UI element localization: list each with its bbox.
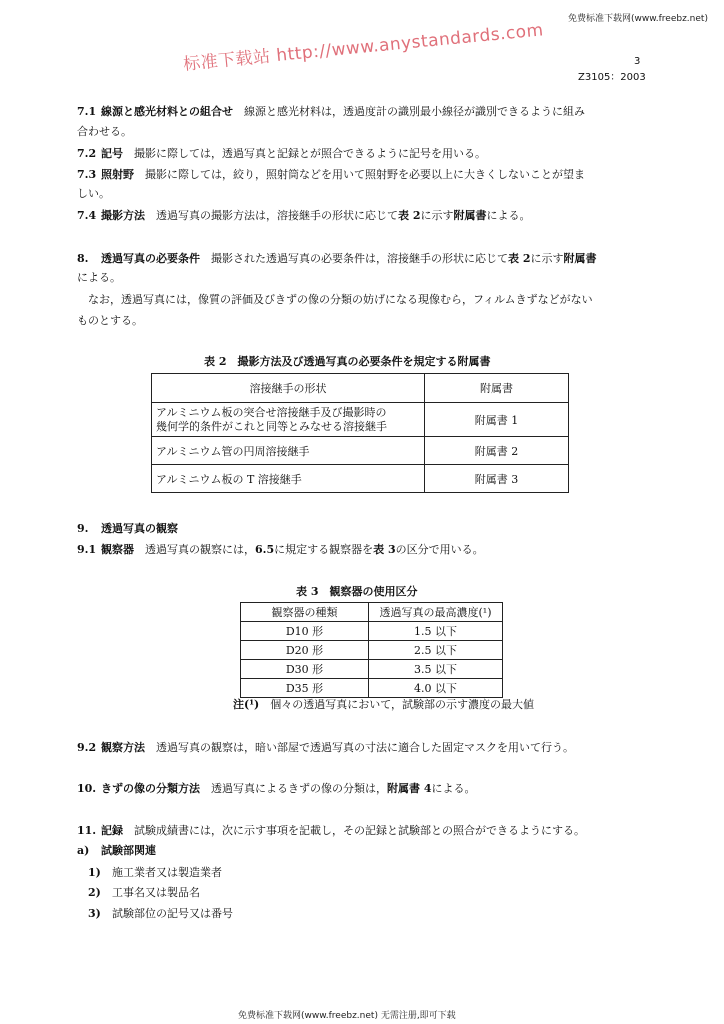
section-9-1 [77,542,484,557]
table-cell: 2.5 以下 [369,641,503,660]
section-number: 9.2 [77,741,97,754]
section-title: 記録 [101,824,123,837]
list-item [88,865,222,880]
section-number: 7.3 [77,168,97,181]
section-title: 透過写真の観察 [101,522,178,535]
section-title: 観察器 [101,543,134,556]
section-text: による。 [431,782,476,795]
section-text: 撮影に際しては，透過写真と記録とが照合できるように記号を用いる。 [134,147,486,160]
table-row [241,679,503,698]
table-2-caption: 表 2 撮影方法及び透過写真の必要条件を規定する附属書 [204,355,491,368]
table-ref: 表 2 [398,209,421,222]
section-text: に規定する観察器を [274,543,374,556]
doc-code: Z3105：2003 [578,72,646,83]
annex-ref: 附属書 [563,252,597,265]
section-text: 線源と感光材料は，透過度計の識別最小線径が識別できるように組み [244,105,585,118]
table-cell: D35 形 [241,679,369,698]
annex-ref: 附属書 4 [387,782,432,795]
table-row [152,465,569,493]
section-number: 8. [77,252,89,265]
section-title: 透過写真の必要条件 [101,252,200,265]
section-8-para2-cont: ものとする。 [77,314,143,327]
table-header: 観察器の種類 [241,603,369,622]
table-cell: アルミニウム板の T 溶接継手 [152,465,425,493]
list-item-text: 試験部位の記号又は番号 [112,907,233,920]
table-cell-line: アルミニウム板の突合せ溶接継手及び撮影時の [156,405,387,419]
section-number: 9.1 [77,543,97,556]
table-row [152,437,569,465]
table-cell: 附属書 1 [425,403,569,437]
list-item-number: 1) [88,866,101,879]
site-header: 免费标准下载网(www.freebz.net) [568,14,708,24]
table-cell: 3.5 以下 [369,660,503,679]
table-header: 透過写真の最高濃度(¹) [369,603,503,622]
table-2 [151,373,569,493]
table-cell: アルミニウム管の円周溶接継手 [152,437,425,465]
section-11 [77,823,585,838]
list-item [88,906,233,921]
section-8 [77,251,596,266]
table-header: 溶接継手の形状 [152,374,425,403]
table-ref: 表 3 [373,543,396,556]
note-text: 個々の透過写真において，試験部の示す濃度の最大値 [270,698,535,711]
table-3-caption: 表 3 観察器の使用区分 [296,585,418,598]
table-ref: 表 2 [508,252,531,265]
section-text: 撮影された透過写真の必要条件は，溶接継手の形状に応じて [211,252,508,265]
section-text: 透過写真の観察には， [145,543,255,556]
section-title: 撮影方法 [101,209,145,222]
table-cell: D10 形 [241,622,369,641]
table-cell: D30 形 [241,660,369,679]
list-item [88,885,200,900]
section-number: 7.1 [77,105,97,118]
note-label: 注(¹) [233,698,260,711]
table-header: 附属書 [425,374,569,403]
table-row [241,660,503,679]
table-cell [152,403,425,437]
section-8-cont: による。 [77,271,121,284]
table-cell: D20 形 [241,641,369,660]
table-cell-line: 幾何学的条件がこれと同等とみなせる溶接継手 [156,419,387,433]
section-text: 撮影に際しては，絞り，照射筒などを用いて照射野を必要以上に大きくしないことが望ま [145,168,585,181]
list-a [77,843,156,858]
watermark: 标准下载站 http://www.anystandards.com [182,20,545,75]
section-text: に示す [530,252,564,265]
table-row [241,641,503,660]
section-title: 観察方法 [101,741,145,754]
section-title: 照射野 [101,168,134,181]
section-number: 10. [77,782,97,795]
section-7-1 [77,104,585,119]
section-7-2 [77,146,486,161]
section-number: 9. [77,522,89,535]
table-3-note [233,697,534,712]
table-cell: 1.5 以下 [369,622,503,641]
section-title: 線源と感光材料との組合せ [101,105,233,118]
list-title: 試験部関連 [101,844,156,857]
section-9-2 [77,740,574,755]
list-item-text: 施工業者又は製造業者 [112,866,222,879]
table-3 [240,602,503,698]
section-text: による。 [486,209,531,222]
section-title: 記号 [101,147,123,160]
section-title: きずの像の分類方法 [101,782,200,795]
section-7-3 [77,167,585,182]
section-text: の区分で用いる。 [395,543,484,556]
table-cell: 附属書 2 [425,437,569,465]
annex-ref: 附属書 [453,209,487,222]
section-text: 透過写真の観察は，暗い部屋で透過写真の寸法に適合した固定マスクを用いて行う。 [156,741,574,754]
table-cell: 附属書 3 [425,465,569,493]
section-number: 7.4 [77,209,97,222]
table-row [152,403,569,437]
table-row [241,622,503,641]
section-10 [77,781,475,796]
section-number: 7.2 [77,147,97,160]
list-item-number: 2) [88,886,101,899]
section-7-1-cont: 合わせる。 [77,125,132,138]
list-item-text: 工事名又は製品名 [112,886,200,899]
section-text: に示す [420,209,454,222]
section-8-para2: なお，透過写真には，像質の評価及びきずの像の分類の妨げになる現像むら，フィルムきずなどがない [88,293,593,306]
section-7-4 [77,208,530,223]
section-9 [77,521,178,536]
section-text: 透過写真の撮影方法は，溶接継手の形状に応じて [156,209,398,222]
section-text: 試験成績書には，次に示す事項を記載し，その記録と試験部との照合ができるようにする。 [134,824,585,837]
section-text: 透過写真によるきずの像の分類は， [211,782,387,795]
section-7-3-cont: しい。 [77,187,110,200]
page-number: 3 [634,56,641,67]
list-item-number: 3) [88,907,101,920]
clause-ref: 6.5 [255,543,275,556]
site-footer: 免费标准下载网(www.freebz.net) 无需注册,即可下载 [238,1011,456,1021]
table-cell: 4.0 以下 [369,679,503,698]
section-number: 11. [77,824,97,837]
list-label: a) [77,844,90,857]
